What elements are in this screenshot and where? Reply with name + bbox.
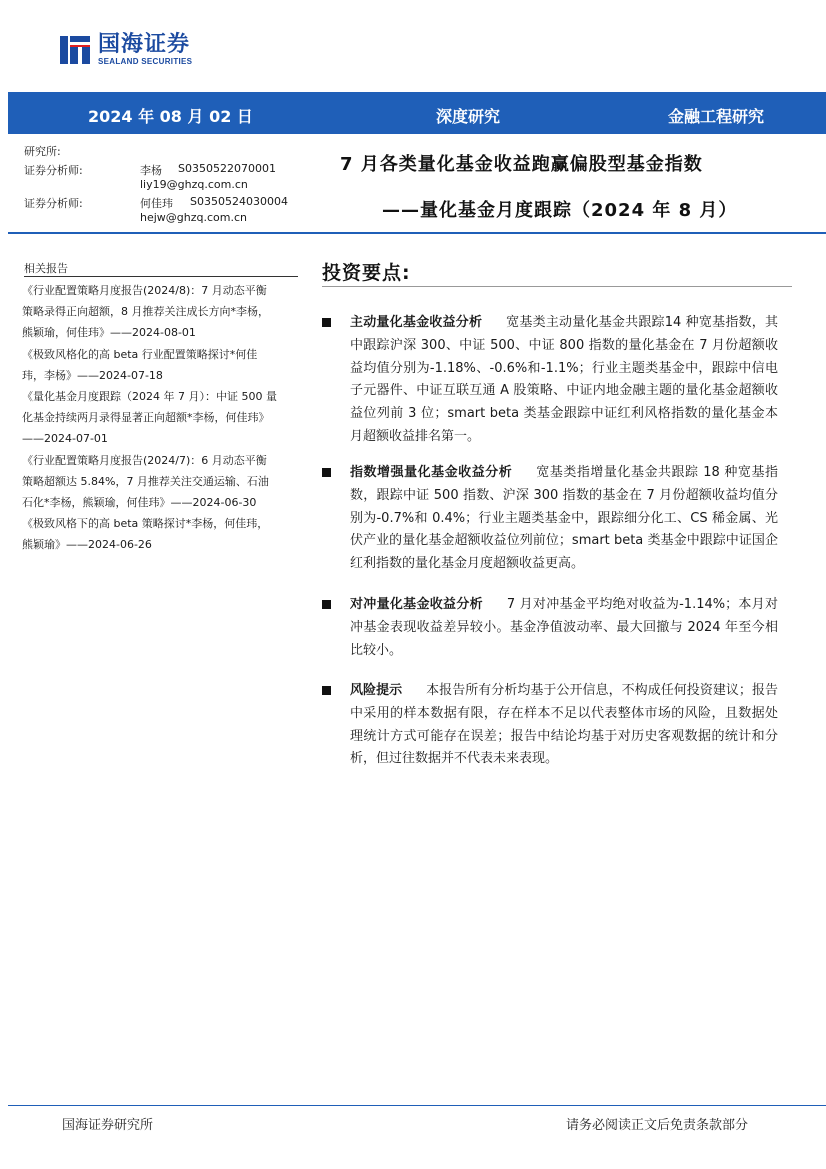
related-line: 石化*李杨，熊颖瑜，何佳玮》——2024-06-30	[22, 496, 257, 510]
company-logo	[58, 30, 192, 70]
header-divider	[8, 232, 826, 234]
key-point-text: 宽基类指增量化基金共跟踪 18 种宽基指数，跟踪中证 500 指数、沪深 300 指数的基金在 7 月份超额收益均值分别为-0.7%和 0.4%；行业主题类基金中，跟踪细分化工、CS 稀金属、光伏产业的量化基金超额收益位列前位；smart beta 类基金中跟踪中证国企红利指数的量化基金月度超额收益更高。	[350, 465, 778, 572]
related-line: 《行业配置策略月度报告(2024/7)：6 月动态平衡	[22, 453, 267, 467]
related-line: 《行业配置策略月度报告(2024/8)：7 月动态平衡	[22, 284, 267, 297]
square-bullet-icon	[322, 468, 331, 477]
square-bullet-icon	[322, 686, 331, 695]
related-line: ——2024-07-01	[22, 432, 108, 446]
related-line: 熊颖瑜，何佳玮》——2024-08-01	[22, 326, 196, 340]
logo-name-cn: 国海证券	[98, 32, 191, 57]
analyst1-name: 李杨	[140, 164, 162, 177]
key-point-active-quant	[322, 312, 778, 449]
analyst2-email[interactable]: hejw@ghzq.com.cn	[140, 211, 248, 224]
related-line: 策略录得正向超额，8 月推荐关注成长方向*李杨，	[22, 305, 269, 319]
analyst1-cert: S0350522070001	[178, 162, 276, 175]
report-type: 深度研究	[436, 107, 501, 126]
header-banner	[8, 92, 826, 134]
analyst2-name: 何佳玮	[140, 197, 173, 210]
key-point-label: 对冲量化基金收益分析	[350, 597, 483, 612]
key-point-label: 指数增强量化基金收益分析	[350, 465, 513, 480]
key-points-heading: 投资要点:	[322, 262, 411, 284]
related-line: 《极致风格下的高 beta 策略探讨*李杨，何佳玮，	[22, 517, 269, 531]
related-line: 《量化基金月度跟踪（2024 年 7 月）：中证 500 量	[22, 390, 277, 404]
report-title: 7 月各类量化基金收益跑赢偏股型基金指数	[340, 154, 703, 175]
institute-label: 研究所:	[24, 145, 61, 158]
related-reports-divider	[24, 276, 298, 277]
related-reports-list	[22, 280, 300, 556]
key-point-index-enhanced	[322, 462, 778, 576]
key-point-label: 风险提示	[350, 683, 403, 698]
related-line: 化基金持续两月录得显著正向超额*李杨，何佳玮》	[22, 411, 270, 425]
key-point-risk	[322, 680, 778, 771]
related-line: 玮，李杨》——2024-07-18	[22, 368, 163, 382]
key-point-text: 本报告所有分析均基于公开信息，不构成任何投资建议；报告中采用的样本数据有限，存在样本不足以代表整体市场的风险，且数据处理统计方式可能存在误差；报告中结论均基于对历史客观数据的统计和分析，但过往数据并不代表未来表现。	[350, 683, 778, 767]
footer-divider	[8, 1105, 826, 1106]
square-bullet-icon	[322, 318, 331, 327]
key-point-text: 宽基类主动量化基金共跟踪14 种宽基指数，其中跟踪沪深 300、中证 500、中证 800 指数的量化基金在 7 月份超额收益均值分别为-1.18%、-0.6%和-1.1%；行业主题类基金中，跟踪中信电子元器件、中证互联互通 A 股策略、中证内地金融主题的量化基金超额收益位列前 3 位；smart beta 类基金跟踪中证红利风格指数的量化基金本月超额收益排名第一。	[350, 315, 778, 444]
key-point-label: 主动量化基金收益分析	[350, 315, 483, 330]
key-points-divider	[322, 286, 792, 287]
report-date: 2024 年 08 月 02 日	[88, 107, 253, 126]
analyst2-role: 证券分析师:	[24, 197, 83, 210]
related-line: 策略超额达 5.84%，7 月推荐关注交通运输、石油	[22, 474, 269, 488]
related-line: 《极致风格化的高 beta 行业配置策略探讨*何佳	[22, 347, 258, 361]
analyst1-email[interactable]: liy19@ghzq.com.cn	[140, 178, 248, 191]
key-point-text: 7 月对冲基金平均绝对收益为-1.14%；本月对冲基金表现收益差异较小。基金净值波动率、最大回撤与 2024 年至今相比较小。	[350, 597, 778, 658]
related-line: 熊颖瑜》——2024-06-26	[22, 538, 152, 552]
report-section: 金融工程研究	[668, 107, 765, 126]
logo-name-en: SEALAND SECURITIES	[98, 57, 193, 66]
related-reports-heading: 相关报告	[24, 262, 68, 275]
analyst2-cert: S0350524030004	[190, 195, 288, 208]
key-point-hedge-quant	[322, 594, 778, 662]
square-bullet-icon	[322, 600, 331, 609]
report-subtitle: ——量化基金月度跟踪（2024 年 8 月）	[382, 200, 738, 221]
analyst1-role: 证券分析师:	[24, 164, 83, 177]
logo-mark-icon	[58, 32, 92, 68]
footer-disclaimer: 请务必阅读正文后免责条款部分	[566, 1118, 749, 1133]
footer-institute: 国海证券研究所	[62, 1118, 154, 1133]
